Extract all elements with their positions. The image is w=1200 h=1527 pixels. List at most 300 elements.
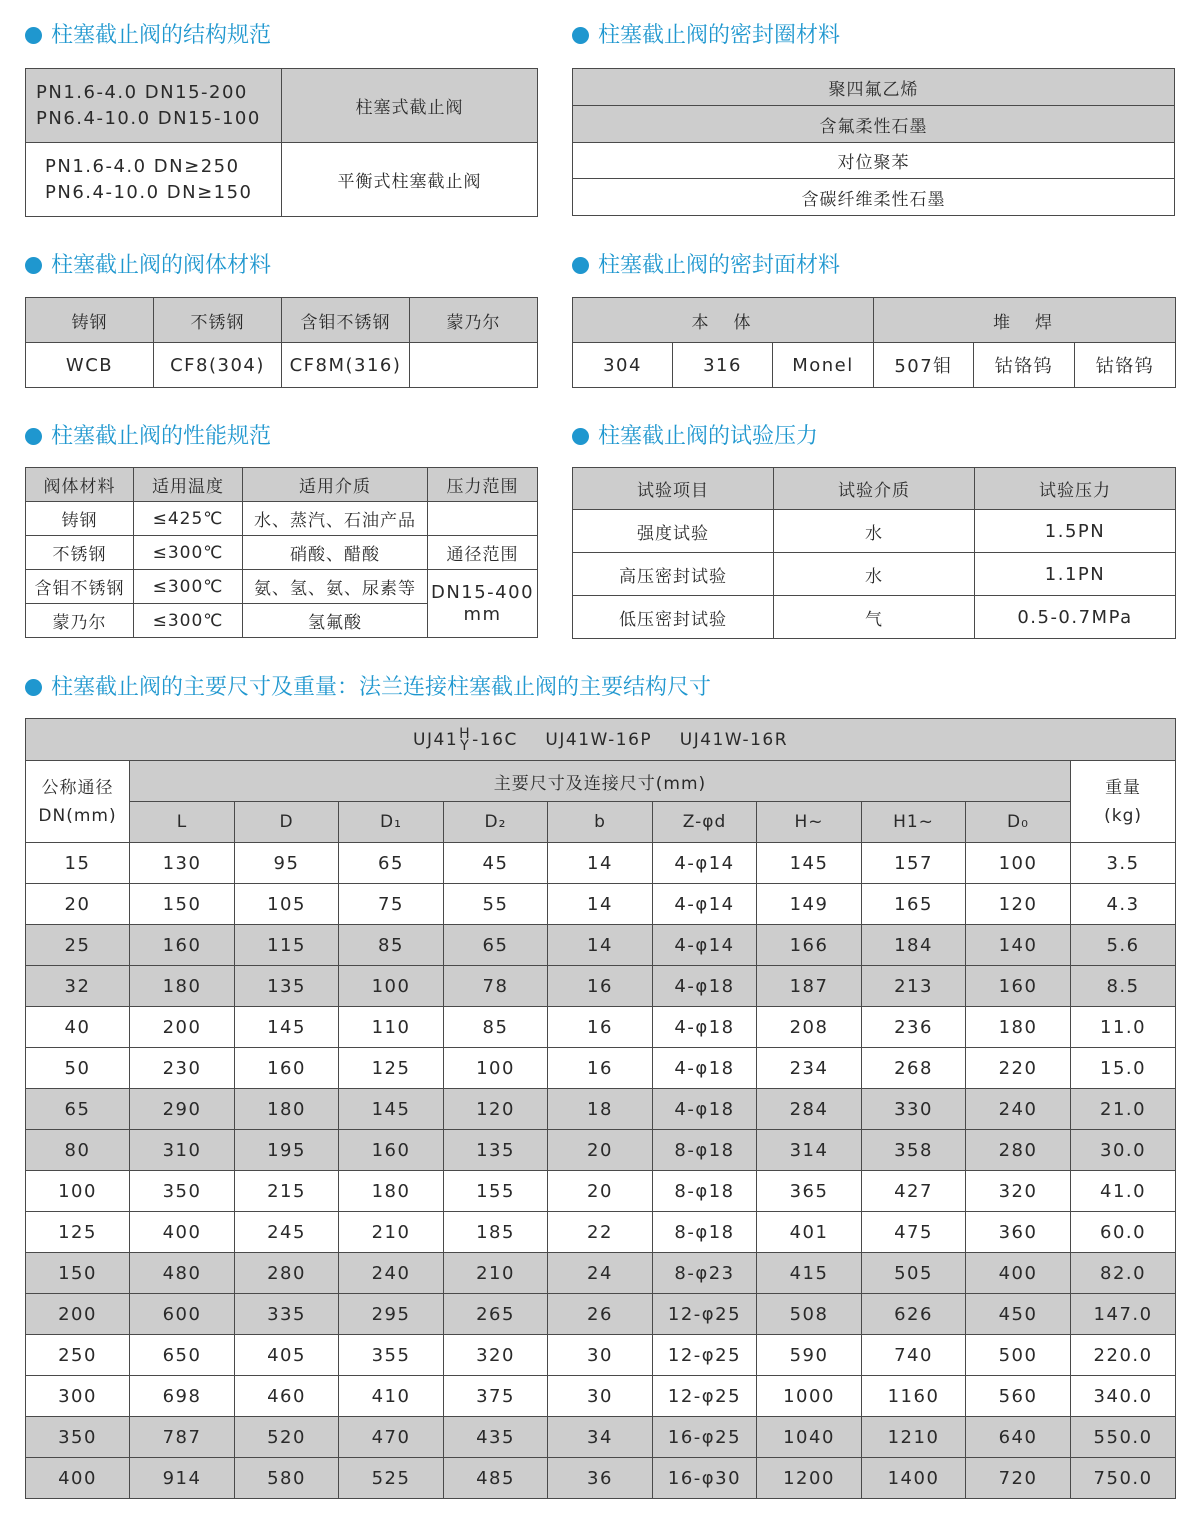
table-row [26, 1171, 1176, 1212]
section-title-main-dimensions: 柱塞截止阀的主要尺寸及重量：法兰连接柱塞截止阀的主要结构尺寸 [25, 672, 711, 704]
table-cell: 245 [235, 1212, 339, 1253]
structure-table [25, 68, 538, 217]
bullet-dot-icon [572, 27, 589, 44]
table-cell: 314 [757, 1130, 862, 1171]
table-cell: 230 [130, 1048, 235, 1089]
table-cell: 160 [235, 1048, 339, 1089]
table-cell: 1040 [757, 1417, 862, 1458]
table-cell: 360 [966, 1212, 1071, 1253]
column-header: L [130, 802, 235, 843]
table-cell: 30.0 [1071, 1130, 1176, 1171]
table-row [26, 1253, 1176, 1294]
table-header-row [26, 298, 538, 343]
table-cell: 550.0 [1071, 1417, 1176, 1458]
table-cell: 20 [26, 884, 130, 925]
perf-temp-cell: ≤300℃ [134, 604, 243, 638]
table-cell: 14 [548, 925, 653, 966]
table-cell: 250 [26, 1335, 130, 1376]
table-cell: 150 [26, 1253, 130, 1294]
main-dimensions-table [25, 718, 1176, 1499]
perf-caliber-label: 通径范围 [428, 536, 538, 570]
table-cell: 335 [235, 1294, 339, 1335]
table-cell: 435 [444, 1417, 548, 1458]
body-material-cell: WCB [26, 343, 154, 388]
table-header-row [26, 468, 538, 502]
table-cell: 475 [862, 1212, 966, 1253]
table-row [573, 553, 1176, 596]
body-material-cell [410, 343, 538, 388]
table-cell: 268 [862, 1048, 966, 1089]
table-cell: 65 [26, 1089, 130, 1130]
table-cell: 4-φ14 [653, 925, 757, 966]
section-title-sealface: 柱塞截止阀的密封面材料 [572, 250, 840, 282]
table-cell: 8-φ23 [653, 1253, 757, 1294]
structure-spec-cell: PN1.6-4.0 DN≥250 PN6.4-10.0 DN≥150 [26, 143, 282, 217]
table-cell: 470 [339, 1417, 444, 1458]
table-cell: 45 [444, 843, 548, 884]
group-header-body: 本 体 [573, 298, 874, 343]
table-cell: 600 [130, 1294, 235, 1335]
table-cell: 580 [235, 1458, 339, 1499]
table-row [26, 143, 538, 217]
table-cell: 20 [548, 1171, 653, 1212]
table-header-row [26, 802, 1176, 843]
table-row [26, 1417, 1176, 1458]
structure-name-cell: 柱塞式截止阀 [282, 69, 538, 143]
table-cell: 350 [26, 1417, 130, 1458]
table-cell: 187 [757, 966, 862, 1007]
test-pressure-cell: 0.5-0.7MPa [975, 596, 1176, 639]
table-cell: 166 [757, 925, 862, 966]
table-cell: 401 [757, 1212, 862, 1253]
table-cell: 165 [862, 884, 966, 925]
column-header: Z-φd [653, 802, 757, 843]
dn-header: 公称通径 DN(mm) [26, 761, 130, 843]
table-cell: 4-φ18 [653, 1007, 757, 1048]
column-header: 试验介质 [774, 468, 975, 510]
column-header: 铸钢 [26, 298, 154, 343]
perf-material-cell: 铸钢 [26, 502, 134, 536]
table-cell: 740 [862, 1335, 966, 1376]
table-cell: 15 [26, 843, 130, 884]
column-header: 试验压力 [975, 468, 1176, 510]
table-cell: 21.0 [1071, 1089, 1176, 1130]
table-cell: 80 [26, 1130, 130, 1171]
table-cell: 320 [444, 1335, 548, 1376]
table-cell: 505 [862, 1253, 966, 1294]
table-cell: 427 [862, 1171, 966, 1212]
sealface-cell: 304 [573, 343, 673, 388]
table-cell: 8-φ18 [653, 1171, 757, 1212]
weight-header: 重量 (kg) [1071, 761, 1176, 843]
table-cell: 415 [757, 1253, 862, 1294]
table-cell: 750.0 [1071, 1458, 1176, 1499]
table-cell: 55 [444, 884, 548, 925]
bullet-dot-icon [25, 27, 42, 44]
table-cell: 135 [235, 966, 339, 1007]
sealring-cell: 含氟柔性石墨 [573, 106, 1175, 143]
table-row [26, 1376, 1176, 1417]
test-pressure-cell: 1.1PN [975, 553, 1176, 596]
table-cell: 400 [130, 1212, 235, 1253]
table-row [26, 343, 538, 388]
table-cell: 1210 [862, 1417, 966, 1458]
table-cell: 135 [444, 1130, 548, 1171]
table-cell: 340.0 [1071, 1376, 1176, 1417]
table-cell: 36 [548, 1458, 653, 1499]
table-cell: 914 [130, 1458, 235, 1499]
table-cell: 180 [966, 1007, 1071, 1048]
table-row [573, 596, 1176, 639]
structure-spec-cell: PN1.6-4.0 DN15-200 PN6.4-10.0 DN15-100 [26, 69, 282, 143]
column-header: H~ [757, 802, 862, 843]
table-cell: 18 [548, 1089, 653, 1130]
table-cell: 520 [235, 1417, 339, 1458]
table-cell: 40 [26, 1007, 130, 1048]
table-cell: 240 [339, 1253, 444, 1294]
table-cell: 4.3 [1071, 884, 1176, 925]
bullet-dot-icon [25, 679, 42, 696]
table-cell: 215 [235, 1171, 339, 1212]
table-cell: 4-φ14 [653, 884, 757, 925]
column-header: H1~ [862, 802, 966, 843]
table-cell: 1000 [757, 1376, 862, 1417]
table-cell: 65 [444, 925, 548, 966]
table-cell: 20 [548, 1130, 653, 1171]
column-header: 试验项目 [573, 468, 774, 510]
perf-temp-cell: ≤300℃ [134, 536, 243, 570]
table-cell: 330 [862, 1089, 966, 1130]
table-cell: 787 [130, 1417, 235, 1458]
structure-name-cell: 平衡式柱塞截止阀 [282, 143, 538, 217]
dims-header: 主要尺寸及连接尺寸(mm) [130, 761, 1071, 802]
table-cell: 213 [862, 966, 966, 1007]
table-cell: 16 [548, 1048, 653, 1089]
table-cell: 85 [444, 1007, 548, 1048]
table-cell: 210 [339, 1212, 444, 1253]
table-cell: 485 [444, 1458, 548, 1499]
model-header [26, 719, 1176, 761]
table-cell: 12-φ25 [653, 1335, 757, 1376]
table-cell: 405 [235, 1335, 339, 1376]
table-cell: 240 [966, 1089, 1071, 1130]
column-header: D₁ [339, 802, 444, 843]
table-cell: 100 [444, 1048, 548, 1089]
table-cell: 110 [339, 1007, 444, 1048]
table-cell: 100 [339, 966, 444, 1007]
perf-material-cell: 蒙乃尔 [26, 604, 134, 638]
table-cell: 300 [26, 1376, 130, 1417]
table-row [26, 843, 1176, 884]
section-title-test-pressure: 柱塞截止阀的试验压力 [572, 421, 818, 453]
table-cell: 145 [235, 1007, 339, 1048]
test-medium-cell: 水 [774, 553, 975, 596]
table-cell: 280 [235, 1253, 339, 1294]
table-cell: 195 [235, 1130, 339, 1171]
sealring-cell: 聚四氟乙烯 [573, 69, 1175, 106]
test-pressure-table [572, 467, 1176, 639]
table-cell: 284 [757, 1089, 862, 1130]
body-material-cell: CF8(304) [154, 343, 282, 388]
table-cell: 130 [130, 843, 235, 884]
table-cell: 160 [339, 1130, 444, 1171]
model-variant-stack [459, 725, 472, 754]
table-row [573, 69, 1175, 106]
perf-medium-cell: 硝酸、醋酸 [243, 536, 428, 570]
sealface-cell: 钴铬钨 [974, 343, 1075, 388]
table-cell: 8-φ18 [653, 1130, 757, 1171]
section-title-performance: 柱塞截止阀的性能规范 [25, 421, 271, 453]
table-cell: 30 [548, 1376, 653, 1417]
table-cell: 508 [757, 1294, 862, 1335]
table-row [573, 343, 1176, 388]
table-cell: 145 [339, 1089, 444, 1130]
model-rest: -16C UJ41W-16P UJ41W-16R [472, 729, 789, 750]
perf-medium-cell: 水、蒸汽、石油产品 [243, 502, 428, 536]
table-cell: 145 [757, 843, 862, 884]
table-cell: 320 [966, 1171, 1071, 1212]
table-cell: 147.0 [1071, 1294, 1176, 1335]
section-title-body-material: 柱塞截止阀的阀体材料 [25, 250, 271, 282]
table-cell: 115 [235, 925, 339, 966]
table-cell: 375 [444, 1376, 548, 1417]
column-header: 蒙乃尔 [410, 298, 538, 343]
section-title-sealring: 柱塞截止阀的密封圈材料 [572, 20, 840, 52]
perf-pressure-cell [428, 502, 538, 536]
table-cell: 4-φ18 [653, 966, 757, 1007]
table-row [26, 1294, 1176, 1335]
test-medium-cell: 气 [774, 596, 975, 639]
table-cell: 24 [548, 1253, 653, 1294]
table-cell: 16 [548, 966, 653, 1007]
sealring-table [572, 68, 1175, 216]
sealface-cell: 507钼 [874, 343, 974, 388]
table-cell: 4-φ18 [653, 1089, 757, 1130]
column-header: D₂ [444, 802, 548, 843]
table-cell: 82.0 [1071, 1253, 1176, 1294]
table-cell: 15.0 [1071, 1048, 1176, 1089]
table-cell: 355 [339, 1335, 444, 1376]
table-cell: 149 [757, 884, 862, 925]
sealring-cell: 对位聚苯 [573, 143, 1175, 179]
table-cell: 180 [339, 1171, 444, 1212]
body-material-table [25, 297, 538, 388]
table-cell: 698 [130, 1376, 235, 1417]
table-cell: 234 [757, 1048, 862, 1089]
table-cell: 125 [26, 1212, 130, 1253]
table-cell: 12-φ25 [653, 1376, 757, 1417]
table-cell: 200 [130, 1007, 235, 1048]
table-cell: 160 [966, 966, 1071, 1007]
table-cell: 1400 [862, 1458, 966, 1499]
table-cell: 295 [339, 1294, 444, 1335]
table-cell: 125 [339, 1048, 444, 1089]
sealring-cell: 含碳纤维柔性石墨 [573, 179, 1175, 216]
table-cell: 30 [548, 1335, 653, 1376]
table-cell: 160 [130, 925, 235, 966]
column-header: D₀ [966, 802, 1071, 843]
table-row [26, 1007, 1176, 1048]
table-cell: 105 [235, 884, 339, 925]
main-table-body [26, 843, 1176, 1499]
table-cell: 400 [26, 1458, 130, 1499]
table-row [573, 179, 1175, 216]
table-cell: 85 [339, 925, 444, 966]
table-cell: 100 [26, 1171, 130, 1212]
table-cell: 157 [862, 843, 966, 884]
table-cell: 185 [444, 1212, 548, 1253]
test-item-cell: 强度试验 [573, 510, 774, 553]
section-title-structure: 柱塞截止阀的结构规范 [25, 20, 271, 52]
table-cell: 50 [26, 1048, 130, 1089]
table-cell: 626 [862, 1294, 966, 1335]
table-header-row [26, 761, 1176, 802]
table-cell: 500 [966, 1335, 1071, 1376]
table-row [26, 1212, 1176, 1253]
table-cell: 180 [130, 966, 235, 1007]
table-cell: 120 [444, 1089, 548, 1130]
table-cell: 560 [966, 1376, 1071, 1417]
table-row [26, 1130, 1176, 1171]
table-cell: 11.0 [1071, 1007, 1176, 1048]
model-variant-top: H [459, 725, 472, 742]
table-cell: 120 [966, 884, 1071, 925]
table-cell: 650 [130, 1335, 235, 1376]
table-cell: 220.0 [1071, 1335, 1176, 1376]
bullet-dot-icon [25, 257, 42, 274]
sealface-table [572, 297, 1176, 388]
table-cell: 184 [862, 925, 966, 966]
table-row [26, 1335, 1176, 1376]
table-row [26, 536, 538, 570]
table-cell: 26 [548, 1294, 653, 1335]
table-header-row [573, 468, 1176, 510]
table-cell: 14 [548, 843, 653, 884]
table-cell: 22 [548, 1212, 653, 1253]
table-cell: 1160 [862, 1376, 966, 1417]
table-row [26, 69, 538, 143]
column-header: 含钼不锈钢 [282, 298, 410, 343]
table-cell: 16-φ25 [653, 1417, 757, 1458]
table-cell: 720 [966, 1458, 1071, 1499]
table-cell: 8-φ18 [653, 1212, 757, 1253]
table-cell: 480 [130, 1253, 235, 1294]
table-cell: 410 [339, 1376, 444, 1417]
table-cell: 32 [26, 966, 130, 1007]
table-row [26, 1089, 1176, 1130]
table-cell: 590 [757, 1335, 862, 1376]
table-cell: 400 [966, 1253, 1071, 1294]
table-header-row [26, 719, 1176, 761]
group-header-overlay: 堆 焊 [874, 298, 1176, 343]
sealface-cell: 钴铬钨 [1075, 343, 1176, 388]
column-header: 阀体材料 [26, 468, 134, 502]
test-item-cell: 高压密封试验 [573, 553, 774, 596]
table-row [26, 1458, 1176, 1499]
table-cell: 180 [235, 1089, 339, 1130]
table-cell: 25 [26, 925, 130, 966]
table-row [26, 1048, 1176, 1089]
model-prefix: UJ41 [413, 729, 459, 750]
table-cell: 4-φ18 [653, 1048, 757, 1089]
test-item-cell: 低压密封试验 [573, 596, 774, 639]
table-cell: 8.5 [1071, 966, 1176, 1007]
table-cell: 4-φ14 [653, 843, 757, 884]
column-header: 不锈钢 [154, 298, 282, 343]
table-row [573, 143, 1175, 179]
bullet-dot-icon [572, 428, 589, 445]
performance-table [25, 467, 538, 638]
table-cell: 75 [339, 884, 444, 925]
table-cell: 16 [548, 1007, 653, 1048]
column-header: 压力范围 [428, 468, 538, 502]
table-cell: 100 [966, 843, 1071, 884]
table-cell: 220 [966, 1048, 1071, 1089]
table-cell: 12-φ25 [653, 1294, 757, 1335]
table-cell: 16-φ30 [653, 1458, 757, 1499]
body-material-cell: CF8M(316) [282, 343, 410, 388]
bullet-dot-icon [572, 257, 589, 274]
test-medium-cell: 水 [774, 510, 975, 553]
table-cell: 350 [130, 1171, 235, 1212]
table-row [573, 510, 1176, 553]
table-cell: 450 [966, 1294, 1071, 1335]
table-row [26, 966, 1176, 1007]
table-row [573, 106, 1175, 143]
table-cell: 280 [966, 1130, 1071, 1171]
table-cell: 365 [757, 1171, 862, 1212]
table-cell: 65 [339, 843, 444, 884]
column-header: D [235, 802, 339, 843]
table-cell: 5.6 [1071, 925, 1176, 966]
table-cell: 140 [966, 925, 1071, 966]
table-cell: 150 [130, 884, 235, 925]
table-cell: 310 [130, 1130, 235, 1171]
table-cell: 14 [548, 884, 653, 925]
model-variant-bottom: Y [460, 737, 471, 754]
table-cell: 155 [444, 1171, 548, 1212]
table-cell: 3.5 [1071, 843, 1176, 884]
perf-temp-cell: ≤300℃ [134, 570, 243, 604]
table-cell: 60.0 [1071, 1212, 1176, 1253]
column-header: b [548, 802, 653, 843]
column-header: 适用温度 [134, 468, 243, 502]
perf-material-cell: 不锈钢 [26, 536, 134, 570]
table-row [26, 925, 1176, 966]
table-row [26, 502, 538, 536]
table-row [26, 570, 538, 604]
perf-material-cell: 含钼不锈钢 [26, 570, 134, 604]
column-header: 适用介质 [243, 468, 428, 502]
sealface-cell: Monel [773, 343, 874, 388]
test-pressure-cell: 1.5PN [975, 510, 1176, 553]
table-cell: 208 [757, 1007, 862, 1048]
table-cell: 95 [235, 843, 339, 884]
perf-temp-cell: ≤425℃ [134, 502, 243, 536]
bullet-dot-icon [25, 428, 42, 445]
table-cell: 236 [862, 1007, 966, 1048]
table-header-row [573, 298, 1176, 343]
table-cell: 78 [444, 966, 548, 1007]
table-cell: 1200 [757, 1458, 862, 1499]
table-row [26, 884, 1176, 925]
perf-medium-cell: 氢氟酸 [243, 604, 428, 638]
table-cell: 460 [235, 1376, 339, 1417]
sealface-cell: 316 [673, 343, 773, 388]
table-cell: 210 [444, 1253, 548, 1294]
table-cell: 41.0 [1071, 1171, 1176, 1212]
table-cell: 358 [862, 1130, 966, 1171]
